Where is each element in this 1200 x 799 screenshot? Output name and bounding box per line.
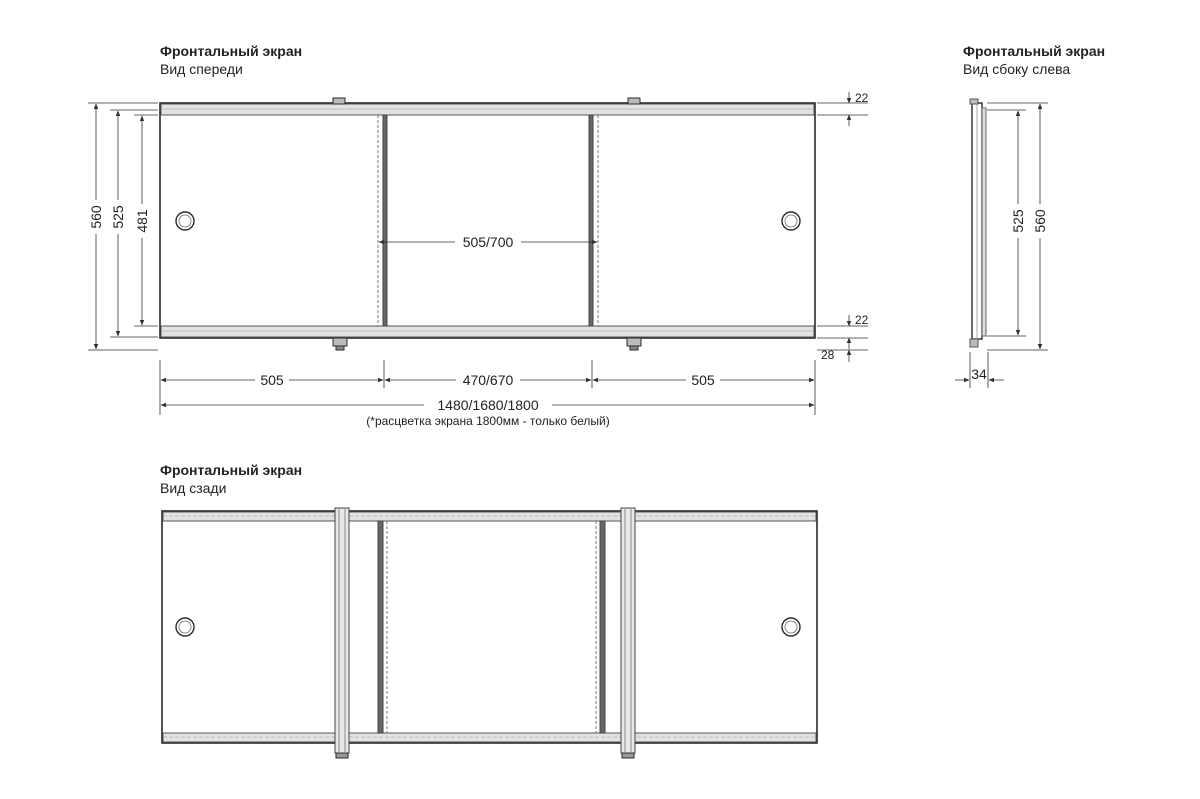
front-top-bracket-right xyxy=(628,98,640,104)
back-bottom-rail xyxy=(163,733,816,742)
label-right-panel: 505 xyxy=(691,372,715,388)
front-top-rail xyxy=(161,104,814,115)
label-height-525: 525 xyxy=(110,205,126,229)
label-center-opening: 505/700 xyxy=(462,234,514,250)
label-bottom-rail: 22 xyxy=(855,313,869,327)
back-top-rail xyxy=(163,512,816,521)
side-view-drawing xyxy=(970,99,986,347)
front-top-bracket-left xyxy=(333,98,345,104)
label-foot: 28 xyxy=(821,348,835,362)
side-panel-edge xyxy=(982,108,986,336)
back-view-subtitle: Вид сзади xyxy=(160,480,227,496)
back-view-title: Фронтальный экран xyxy=(160,462,303,478)
side-foot xyxy=(970,339,978,347)
label-color-note: (*расцветка экрана 1800мм - только белый) xyxy=(366,414,610,428)
label-top-rail: 22 xyxy=(855,91,869,105)
front-view-dimensions xyxy=(88,92,868,415)
label-center-panel: 470/670 xyxy=(462,372,514,388)
back-divider-left xyxy=(378,521,383,733)
side-view-dimensions xyxy=(955,103,1048,388)
label-total-length: 1480/1680/1800 xyxy=(437,397,539,413)
front-divider-right xyxy=(589,115,593,326)
label-side-height-560: 560 xyxy=(1032,209,1048,233)
front-frame-outline xyxy=(160,103,815,338)
back-support-post-right xyxy=(621,508,635,753)
front-foot-right xyxy=(627,338,641,346)
label-height-481: 481 xyxy=(134,209,150,233)
front-foot-left xyxy=(333,338,347,346)
label-left-panel: 505 xyxy=(260,372,284,388)
side-view-subtitle: Вид сбоку слева xyxy=(963,61,1071,77)
side-view-title: Фронтальный экран xyxy=(963,43,1106,59)
back-view-drawing xyxy=(162,508,817,758)
label-side-depth: 34 xyxy=(971,366,987,382)
back-frame-outline xyxy=(162,511,817,743)
label-side-height-525: 525 xyxy=(1010,209,1026,233)
side-top-cap xyxy=(970,99,978,104)
back-divider-right xyxy=(600,521,605,733)
front-divider-left xyxy=(383,115,387,326)
back-support-post-left xyxy=(335,508,349,753)
front-view-subtitle: Вид спереди xyxy=(160,61,243,77)
label-height-560: 560 xyxy=(88,205,104,229)
front-bottom-rail xyxy=(161,326,814,337)
front-view-title: Фронтальный экран xyxy=(160,43,303,59)
front-view-drawing xyxy=(160,98,815,350)
